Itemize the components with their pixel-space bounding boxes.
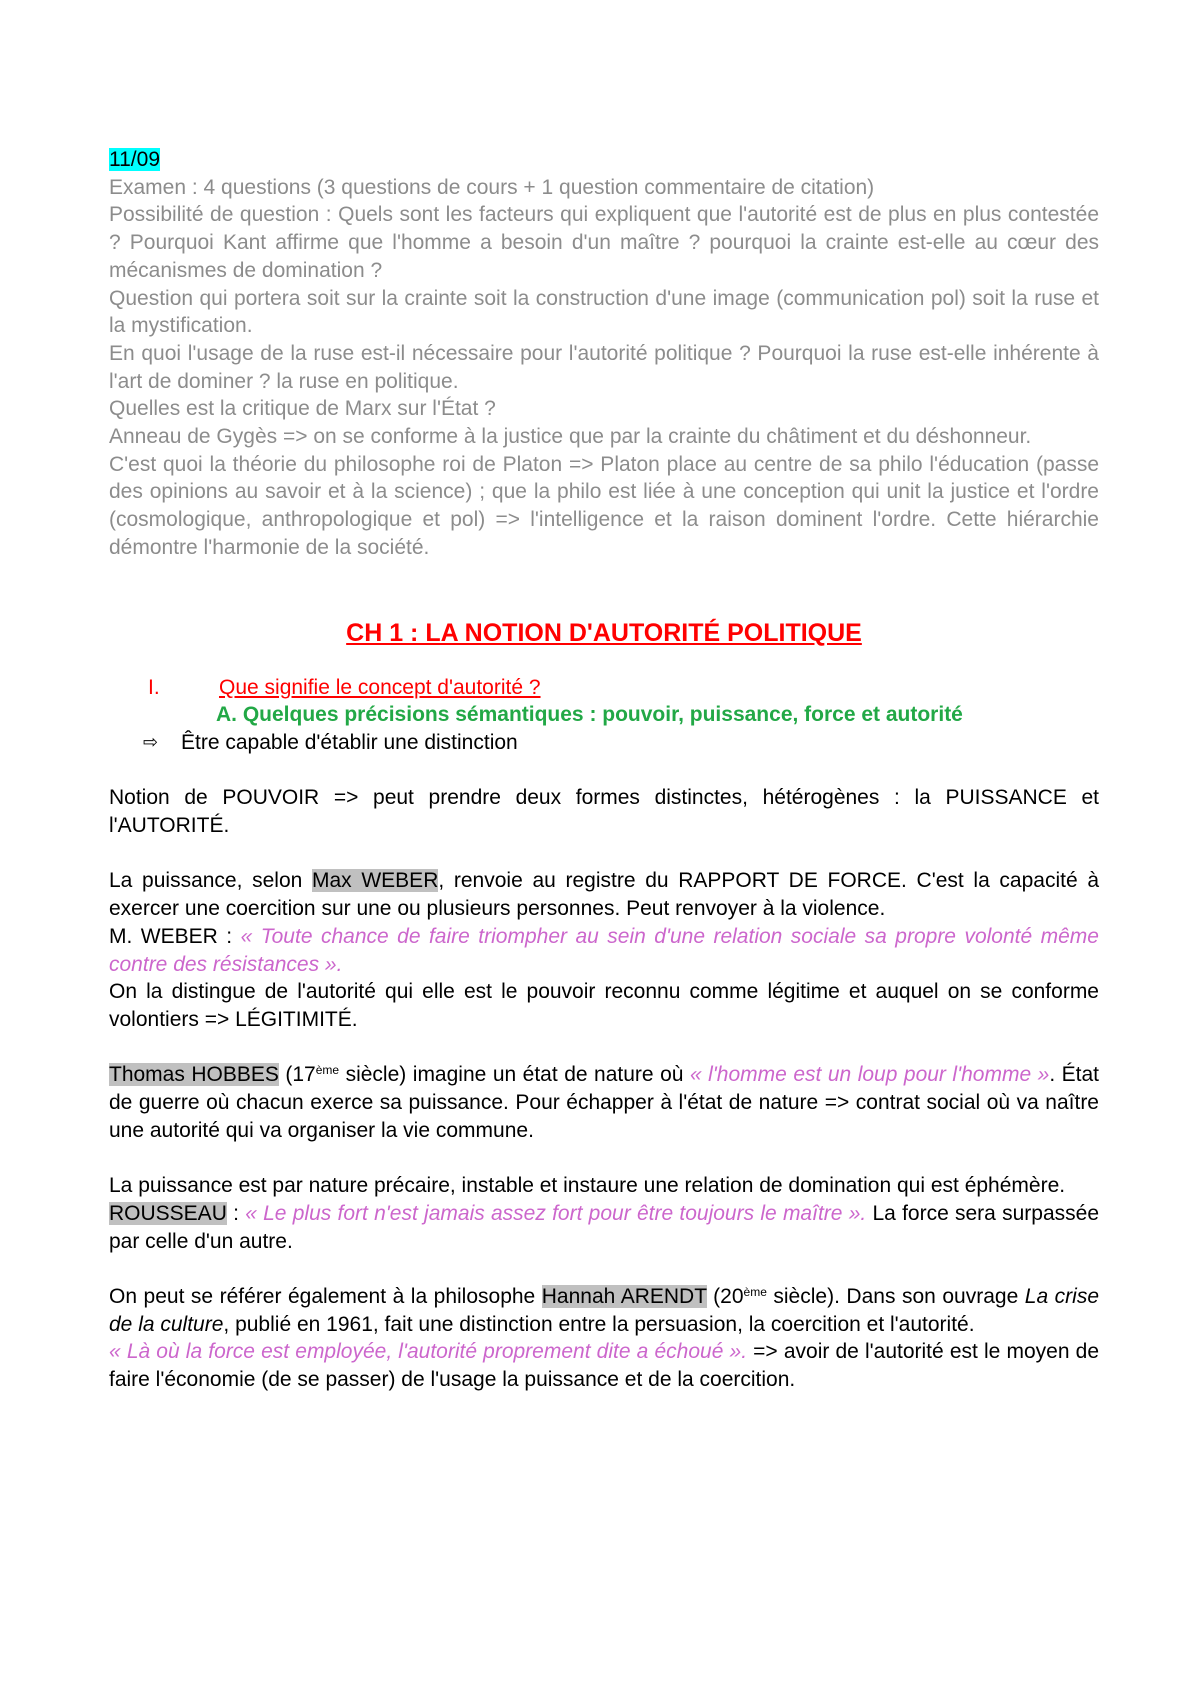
question-crainte: Question qui portera soit sur la crainte soit la construction d'une image (communication pol) soit la ruse et la mystification.: [109, 286, 1099, 338]
spacer: [109, 1144, 1099, 1172]
gyges-note: Anneau de Gygès => on se conforme à la justice que par la crainte du châtiment et du déshonneur.: [109, 425, 1032, 449]
arrow-bullet-text: Être capable d'établir une distinction: [181, 730, 518, 754]
section-title: Que signifie le concept d'autorité ?: [219, 675, 541, 699]
text-run: :: [226, 1201, 246, 1225]
superscript: ème: [315, 1063, 340, 1078]
subsection-title: A. Quelques précisions sémantiques : pouvoir, puissance, force et autorité: [216, 703, 963, 727]
spacer: [109, 1034, 1099, 1062]
text-run: (17: [278, 1063, 316, 1087]
date-line: [109, 146, 1099, 174]
question-marx: Quelles est la critique de Marx sur l'État ?: [109, 397, 496, 421]
superscript: ème: [743, 1284, 767, 1299]
text-run: M. WEBER :: [109, 924, 241, 948]
section-number: I.: [148, 675, 160, 699]
arrow-bullet: [109, 729, 1099, 757]
hobbes-quote: « l'homme est un loup pour l'homme »: [689, 1063, 1050, 1087]
rousseau-quote: « Le plus fort n'est jamais assez fort pour être toujours le maître ».: [245, 1201, 867, 1225]
text-run: siècle) imagine un état de nature où: [339, 1063, 690, 1087]
weber-paragraph: [109, 867, 1099, 922]
chapter-title: CH 1 : LA NOTION D'AUTORITÉ POLITIQUE: [346, 618, 862, 647]
text-run: , renvoie au registre du RAPPORT DE FORCE. C'est la capacité à exercer une coercition sur une ou plusieurs personnes. Peut renvoyer à la violence.: [109, 869, 1099, 921]
author-hobbes: Thomas HOBBES: [109, 1063, 279, 1087]
rousseau-paragraph: [109, 1200, 1099, 1255]
hobbes-paragraph: [109, 1061, 1099, 1144]
author-weber: Max WEBER: [312, 869, 439, 893]
arrow-right-icon: ⇨: [143, 731, 159, 753]
text-run: La force sera surpassée par celle d'un autre.: [109, 1201, 1099, 1253]
question-ruse: En quoi l'usage de la ruse est-il nécessaire pour l'autorité politique ? Pourquoi la ruse est-elle inhérente à l'art de dominer ? la ruse en politique.: [109, 341, 1099, 393]
subsection-heading: [109, 701, 1099, 729]
section-heading: [109, 674, 1099, 702]
text-run: (20: [706, 1284, 744, 1308]
pouvoir-paragraph: Notion de POUVOIR => peut prendre deux formes distinctes, hétérogènes : la PUISSANCE et l'AUTORITÉ.: [109, 786, 1099, 837]
spacer: [109, 840, 1099, 868]
spacer: [109, 757, 1099, 785]
weber-quote: « Toute chance de faire triompher au sein d'une relation sociale sa propre volonté même contre des résistances ».: [109, 924, 1099, 976]
text-run: On peut se référer également à la philosophe: [109, 1284, 542, 1308]
arendt-paragraph: [109, 1283, 1099, 1338]
text-run: => avoir de l'autorité est le moyen de faire l'économie (de se passer) de l'usage la puissance et de la coercition.: [109, 1340, 1099, 1391]
author-arendt: Hannah ARENDT: [541, 1284, 707, 1308]
author-rousseau: ROUSSEAU: [109, 1201, 227, 1225]
arendt-quote: « Là où la force est employée, l'autorité proprement dite a échoué ».: [109, 1340, 748, 1364]
spacer: [109, 1255, 1099, 1283]
document-content: [109, 146, 1099, 1394]
arendt-citation: [109, 1338, 1099, 1393]
text-run: La puissance, selon: [109, 869, 312, 893]
possible-questions: Possibilité de question : Quels sont les facteurs qui expliquent que l'autorité est de plus en plus contestée ? Pourquoi Kant affirme que l'homme a besoin d'un maître ? pourquoi la crainte est-elle au cœur des mécanismes de domination ?: [109, 203, 1099, 282]
text-run: . État de guerre où chacun exerce sa puissance. Pour échapper à l'état de nature => contrat social où va naître une autorité qui va organiser la vie commune.: [109, 1063, 1100, 1142]
book-title: La crise de la culture: [109, 1284, 1099, 1336]
text-run: , publié en 1961, fait une distinction entre la persuasion, la coercition et l'autorité.: [223, 1312, 975, 1336]
date-highlight: 11/09: [109, 148, 160, 171]
text-run: siècle). Dans son ouvrage: [766, 1284, 1025, 1308]
legitimite-paragraph: On la distingue de l'autorité qui elle est le pouvoir reconnu comme légitime et auquel on se conforme volontiers => LÉGITIMITÉ.: [109, 980, 1099, 1031]
platon-note: C'est quoi la théorie du philosophe roi de Platon => Platon place au centre de sa philo l'éducation (passe des opinions au savoir et à la science) ; que la philo est liée à une conception qui unit la justice et l'ordre (cosmologique, anthropologique et pol) => l'intelligence et la raison dominent l'ordre. Cette hiérarchie démontre l'harmonie de la société.: [109, 452, 1099, 559]
precaire-paragraph: La puissance est par nature précaire, instable et instaure une relation de domination qui est éphémère.: [109, 1174, 1066, 1198]
weber-citation: [109, 923, 1099, 978]
exam-line: Examen : 4 questions (3 questions de cours + 1 question commentaire de citation): [109, 175, 875, 199]
